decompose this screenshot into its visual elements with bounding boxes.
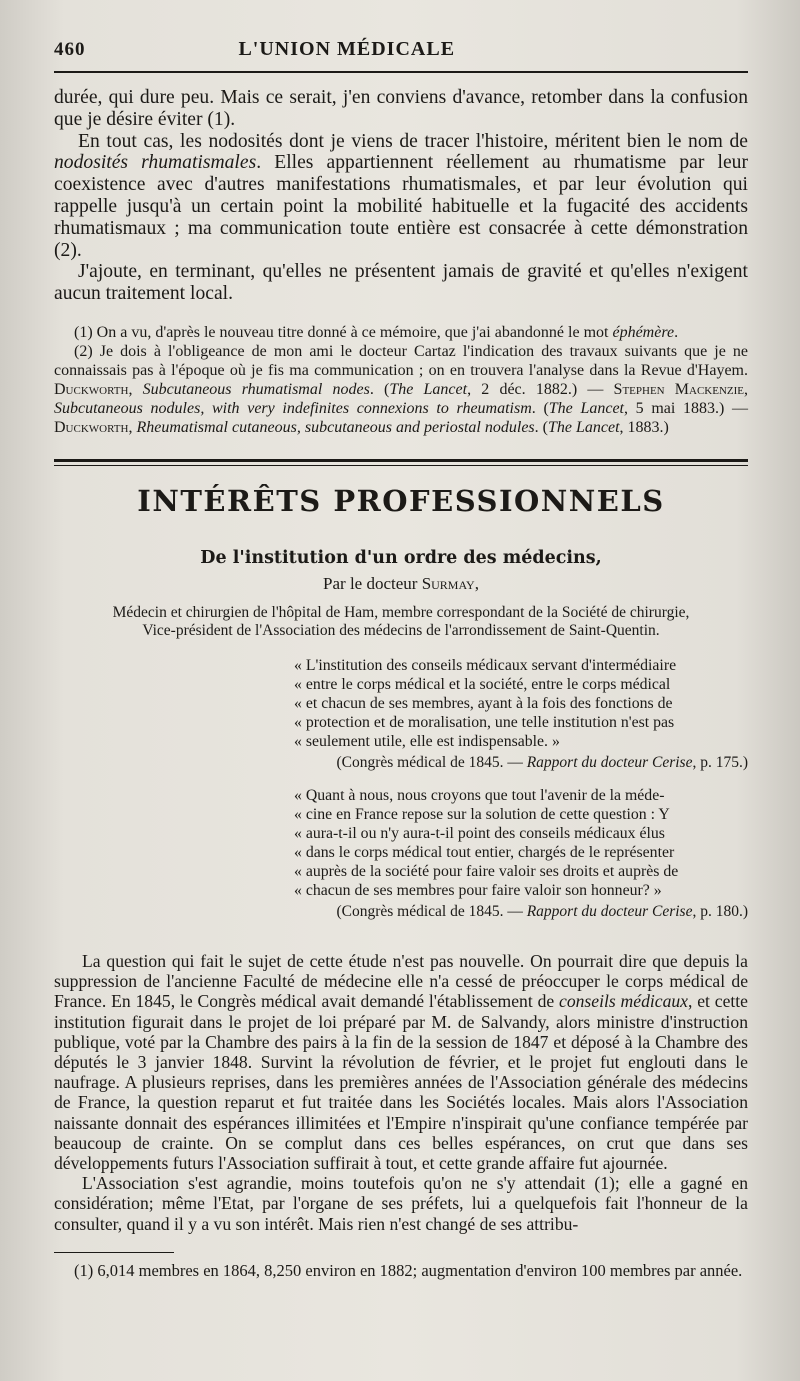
footnote-2: (2) Je dois à l'obligeance de mon ami le docteur Cartaz l'indication des travaux suivants que je ne connaissais pas à l'époque où je fis ma communication ; on en trouvera l'analyse dans la Revue d'Hayem. Duckworth, Subcutaneous rhumatismal nodes. (The Lancet, 2 déc. 1882.) — Stephen Mackenzie, Subcutaneous nodules, with very indefinites connexions to rheumatism. (The Lancet, 5 mai 1883.) — Duckworth, Rheumatismal cutaneous, subcutaneous and periostal nodules. (The Lancet, 1883.)	[54, 342, 749, 436]
intro-paragraph-3: J'ajoute, en terminant, qu'elles ne présentent jamais de gravité et qu'elles n'exigent aucun traitement local.	[54, 261, 748, 305]
article-paragraph-2: L'Association s'est agrandie, moins toutefois qu'on ne s'y attendait (1); elle a gagné en considération; même l'Etat, par l'organe de ses préfets, lui a quelquefois fait l'honneur de la consulter, quand il y a vu son intérêt. Mais rien n'est changé de ses attribu-	[54, 1173, 748, 1234]
byline: Par le docteur Surmay,	[323, 573, 479, 593]
epigraph-2: « Quant à nous, nous croyons que tout l'avenir de la méde- « cine en France repose sur la solution de cette question : Y « aura-t-il ou n'y aura-t-il point des conseils médicaux élus « dans le corps médical tout entier, chargés de le représenter « auprès de la société pour faire valoir ses droits et auprès de « chacun de ses membres pour faire valoir son honneur? » (Congrès médical de 1845. — Rapport du docteur Cerise, p. 180.)	[294, 786, 748, 920]
footnote-1: (1) On a vu, d'après le nouveau titre donné à ce mémoire, que j'ai abandonné le mot éphémère.	[74, 323, 679, 341]
intro-text	[54, 87, 748, 305]
journal-title: L'UNION MÉDICALE	[238, 38, 456, 60]
page-number: 460	[54, 39, 86, 60]
section-divider	[54, 459, 748, 466]
epigraph-1-citation: (Congrès médical de 1845. — Rapport du docteur Cerise, p. 175.)	[336, 753, 748, 771]
footnote-rule	[54, 1252, 174, 1253]
section-title: INTÉRÊTS PROFESSIONNELS	[137, 483, 665, 518]
running-head	[54, 38, 748, 61]
intro-paragraph-1: durée, qui dure peu. Mais ce serait, j'en conviens d'avance, retomber dans la confusion que je désire éviter (1).	[54, 87, 748, 130]
article-body	[54, 951, 748, 1234]
article-paragraph-1: La question qui fait le sujet de cette étude n'est pas nouvelle. On pourrait dire que depuis la suppression de l'ancienne Faculté de médecine elle n'a cessé de préoccuper le corps médical de France. En 1845, le Congrès médical avait demandé l'établissement de conseils médicaux, et cette institution figurait dans le projet de loi préparé par M. de Salvandy, alors ministre d'instruction publique, voté par la Chambre des pairs à la fin de la session de 1847 et déposé à la Chambre des députés le 3 janvier 1848. Survint la révolution de février, et le projet fut englouti dans le naufrage. A plusieurs reprises, dans les premières années de l'Association générale des médecins de France, la question reparut et fut traitée dans les Sociétés locales. Mais alors l'Association naissante donnait des espérances illimitées et l'Empire n'inspirait qu'une confiance tempérée par beaucoup de crainte. On se complut dans ces belles espérances, on crut que dans ses développements futurs l'Association suffirait à tout, et cette grande affaire fut ajournée.	[54, 950, 748, 1173]
footnotes	[54, 323, 748, 437]
author-affiliation: Médecin et chirurgien de l'hôpital de Ham, membre correspondant de la Société de chirurgie, Vice-président de l'Association des médecins de l'arrondissement de Saint-Quentin.	[112, 603, 690, 639]
epigraph-2-citation: (Congrès médical de 1845. — Rapport du docteur Cerise, p. 180.)	[336, 902, 748, 920]
epigraph-1: « L'institution des conseils médicaux servant d'intermédiaire « entre le corps médical et la société, entre le corps médical « et chacun de ses membres, ayant à la fois des fonctions de « protection et de moralisation, une telle institution n'est pas « seulement utile, elle est indispensable. » (Congrès médical de 1845. — Rapport du docteur Cerise, p. 175.)	[294, 656, 748, 771]
header-rule	[54, 71, 748, 73]
article-title: De l'institution d'un ordre des médecins,	[200, 547, 602, 568]
article-footnote: (1) 6,014 membres en 1864, 8,250 environ en 1882; augmentation d'environ 100 membres par année.	[74, 1260, 743, 1280]
intro-paragraph-2: En tout cas, les nodosités dont je viens de tracer l'histoire, méritent bien le nom de nodosités rhumatismales. Elles appartiennent réellement au rhumatisme par leur coexistence avec d'autres manifestations rhumatismales, et par leur évolution qui rappelle jusqu'à un certain point la mobilité habituelle et la fugacité des accidents rhumatismaux ; ma communication toute entière est consacrée à cette démonstration (2).	[54, 130, 748, 261]
